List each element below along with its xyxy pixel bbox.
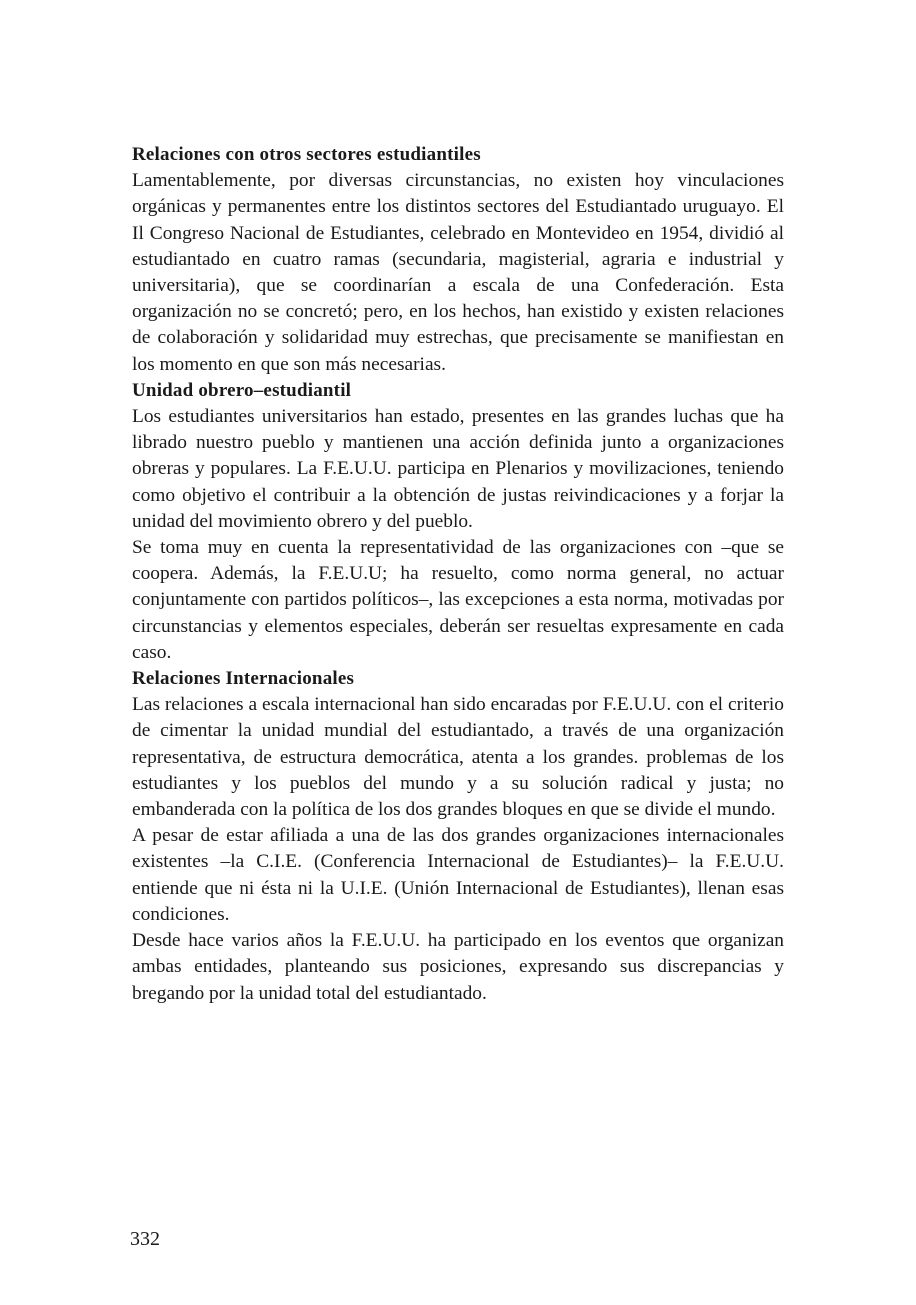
paragraph: Se toma muy en cuenta la representatividad de las organizaciones con –que se coopera. Además, la F.E.U.U; ha resuelto, como norma general, no actuar conjuntamente con partidos políticos–, las excepciones a esta norma, motivadas por circunstancias y elementos especiales, deberán ser resueltas expresamente en cada caso. — [132, 537, 784, 663]
paragraph: Desde hace varios años la F.E.U.U. ha participado en los eventos que organizan ambas entidades, planteando sus posiciones, expresando sus discrepancias y bregando por la unidad total del estudiantado. — [132, 930, 784, 1004]
section-heading-relaciones-internacionales: Relaciones Internacionales — [132, 668, 355, 690]
paragraph: Lamentablemente, por diversas circunstancias, no existen hoy vinculaciones orgánicas y permanentes entre los distintos sectores del Estudiantado uruguayo. El Il Congreso Nacional de Estudiantes, celebrado en Montevideo en 1954, dividió al estudiantado en cuatro ramas (secundaria, magisterial, agraria e industrial y universitaria), que se coordinarían a escala de una Confederación. Esta organización no se concretó; pero, en los hechos, han existido y existen relaciones de colaboración y solidaridad muy estrechas, que precisamente se manifiestan en los momento en que son más necesarias. — [132, 170, 784, 375]
page-body — [132, 142, 784, 1007]
page-number: 332 — [130, 1228, 160, 1250]
section-heading-otros-sectores: Relaciones con otros sectores estudiantiles — [132, 144, 481, 165]
paragraph: A pesar de estar afiliada a una de las dos grandes organizaciones internacionales existentes –la C.I.E. (Conferencia Internacional de Estudiantes)– la F.E.U.U. entiende que ni ésta ni la U.I.E. (Unión Internacional de Estudiantes), llenan esas condiciones. — [132, 825, 784, 925]
section-heading-unidad-obrero-estudiantil: Unidad obrero–estudiantil — [132, 379, 352, 401]
paragraph: Las relaciones a escala internacional han sido encaradas por F.E.U.U. con el criterio de cimentar la unidad mundial del estudiantado, a través de una organización representativa, de estructura democrática, atenta a los grandes. problemas de los estudiantes y los pueblos del mundo y a su solución radical y justa; no embanderada con la política de los dos grandes bloques en que se divide el mundo. — [132, 694, 784, 821]
paragraph: Los estudiantes universitarios han estado, presentes en las grandes luchas que ha librado nuestro pueblo y mantienen una acción definida junto a organizaciones obreras y populares. La F.E.U.U. participa en Plenarios y movilizaciones, teniendo como objetivo el contribuir a la obtención de justas reivindicaciones y a forjar la unidad del movimiento obrero y del pueblo. — [132, 406, 784, 532]
